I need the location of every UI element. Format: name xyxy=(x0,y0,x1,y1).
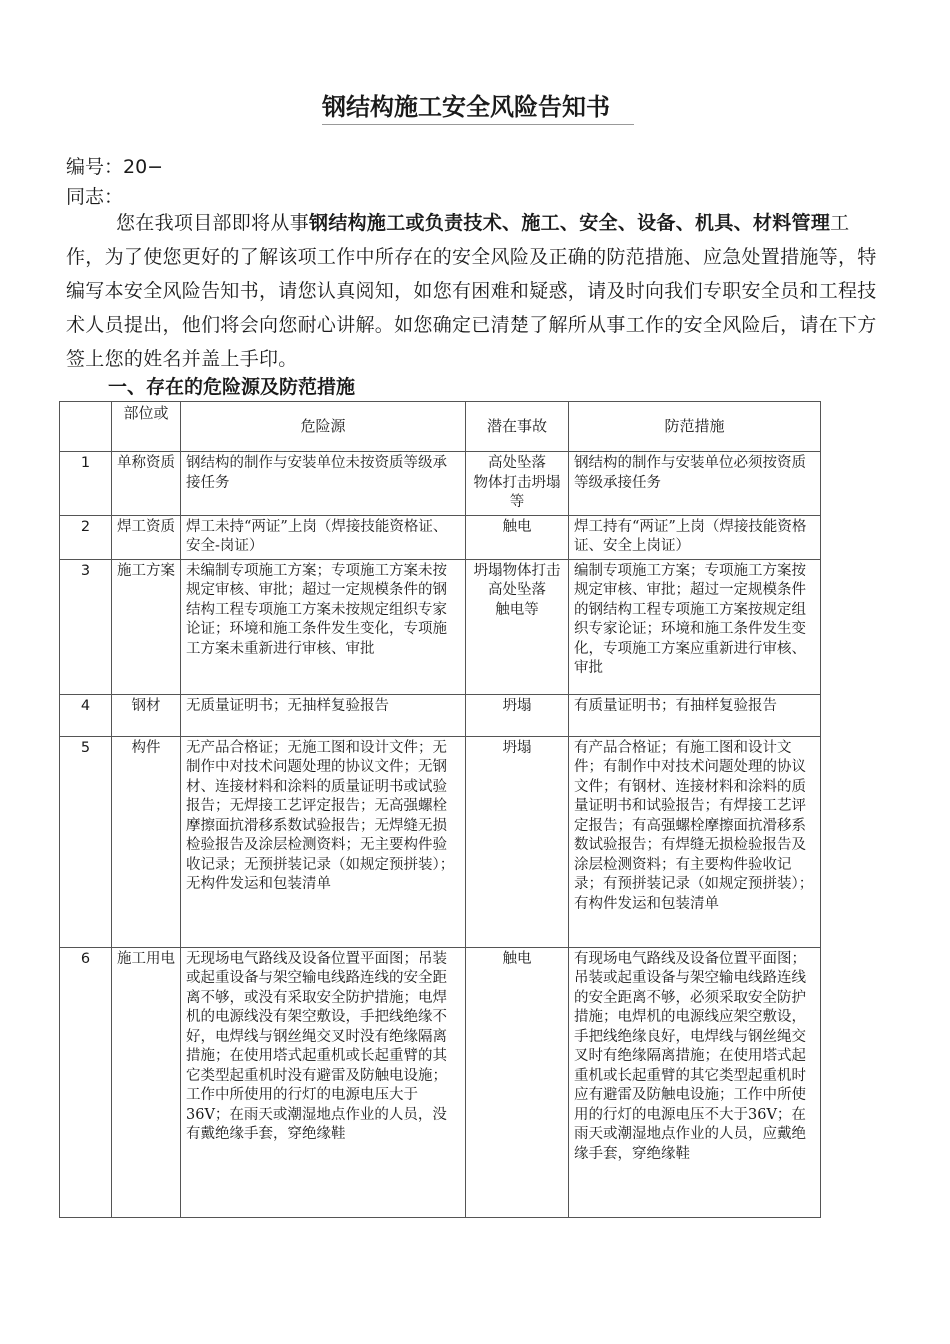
row-accident: 坍塌 xyxy=(466,736,569,947)
header-hazard: 危险源 xyxy=(181,402,466,452)
row-part: 构件 xyxy=(112,736,181,947)
header-measure: 防范措施 xyxy=(569,402,821,452)
document-title: 钢结构施工安全风险告知书 xyxy=(322,92,634,125)
row-accident: 高处坠落 物体打击坍塌等 xyxy=(466,452,569,516)
intro-paragraph xyxy=(66,206,886,376)
row-no: 1 xyxy=(60,452,112,516)
row-hazard: 无现场电气路线及设备位置平面图；吊装或起重设备与架空输电线路连线的安全距离不够，或没有采取安全防护措施；电焊机的电源线没有架空敷设，手把线绝缘不好，电焊线与钢丝绳交叉时没有绝缘隔离措施；在使用塔式起重机或长起重臂的其它类型起重机时没有避雷及防触电设施；工作中所使用的行灯的电源电压大于36V；在雨天或潮湿地点作业的人员，没有戴绝缘手套，穿绝缘鞋 xyxy=(181,947,466,1217)
table-row xyxy=(60,515,821,559)
intro-text-2: 工作，为了使您更好的了解该项工作中所存在的安全风险及正确的防范措施、应急处置措施等，特编写本安全风险告知书，请您认真阅知，如您有困难和疑惑，请及时向我们专职安全员和工程技术人员提出，他们将会向您耐心讲解。如您确定已清楚了解所从事工作的安全风险后，请在下方签上您的姓名并盖上手印。 xyxy=(66,212,877,370)
table-row xyxy=(60,452,821,516)
header-part: 部位或 xyxy=(112,402,181,452)
row-part: 焊工资质 xyxy=(112,515,181,559)
row-accident: 坍塌物体打击 高处坠落 触电等 xyxy=(466,559,569,694)
header-no xyxy=(60,402,112,452)
row-accident: 触电 xyxy=(466,947,569,1217)
table-row xyxy=(60,559,821,694)
row-hazard: 未编制专项施工方案；专项施工方案未按规定审核、审批；超过一定规模条件的钢结构工程专项施工方案未按规定组织专家论证；环境和施工条件发生变化，专项施工方案未重新进行审核、审批 xyxy=(181,559,466,694)
row-measure: 编制专项施工方案；专项施工方案按规定审核、审批；超过一定规模条件的钢结构工程专项施工方案按规定组织专家论证；环境和施工条件发生变化，专项施工方案应重新进行审核、审批 xyxy=(569,559,821,694)
table-header-row xyxy=(60,402,821,452)
row-no: 4 xyxy=(60,694,112,736)
row-measure: 焊工持有“两证”上岗（焊接技能资格证、安全上岗证） xyxy=(569,515,821,559)
row-part: 施工方案 xyxy=(112,559,181,694)
row-no: 3 xyxy=(60,559,112,694)
section-title: 一、存在的危险源及防范措施 xyxy=(108,376,356,398)
row-hazard: 无产品合格证；无施工图和设计文件；无制作中对技术问题处理的协议文件；无钢材、连接材料和涂料的质量证明书或试验报告；无焊接工艺评定报告；无高强螺栓摩擦面抗滑移系数试验报告；无焊缝无损检验报告及涂层检测资料；无主要构件验收记录；无预拼装记录（如规定预拼装）；无构件发运和包装清单 xyxy=(181,736,466,947)
row-measure: 有现场电气路线及设备位置平面图；吊装或起重设备与架空输电线路连线的安全距离不够，必须采取安全防护措施；电焊机的电源线应架空敷设，手把线绝缘良好，电焊线与钢丝绳交叉时有绝缘隔离措施；在使用塔式起重机或长起重臂的其它类型起重机时应有避雷及防触电设施；工作中所使用的行灯的电源电压不大于36V；在雨天或潮湿地点作业的人员，应戴绝缘手套，穿绝缘鞋 xyxy=(569,947,821,1217)
document-number: 编号：20− xyxy=(66,156,164,178)
intro-bold-roles: 钢结构施工或负责技术、施工、安全、设备、机具、材料管理 xyxy=(309,212,831,234)
row-part: 单称资质 xyxy=(112,452,181,516)
row-accident: 触电 xyxy=(466,515,569,559)
row-measure: 钢结构的制作与安装单位必须按资质等级承接任务 xyxy=(569,452,821,516)
table-row xyxy=(60,736,821,947)
intro-text-1: 您在我项目部即将从事 xyxy=(116,212,310,234)
row-hazard: 焊工未持“两证”上岗（焊接技能资格证、安全-岗证） xyxy=(181,515,466,559)
row-accident: 坍塌 xyxy=(466,694,569,736)
row-measure: 有质量证明书；有抽样复验报告 xyxy=(569,694,821,736)
header-accident: 潜在事故 xyxy=(466,402,569,452)
row-hazard: 无质量证明书；无抽样复验报告 xyxy=(181,694,466,736)
table-row xyxy=(60,694,821,736)
row-measure: 有产品合格证；有施工图和设计文件；有制作中对技术问题处理的协议文件；有钢材、连接材料和涂料的质量证明书和试验报告；有焊接工艺评定报告；有高强螺栓摩擦面抗滑移系数试验报告；有焊缝无损检验报告及涂层检测资料；有主要构件验收记录；有预拼装记录（如规定预拼装）；有构件发运和包装清单 xyxy=(569,736,821,947)
greeting: 同志： xyxy=(66,186,124,208)
row-no: 5 xyxy=(60,736,112,947)
row-part: 钢材 xyxy=(112,694,181,736)
row-part: 施工用电 xyxy=(112,947,181,1217)
row-no: 6 xyxy=(60,947,112,1217)
row-hazard: 钢结构的制作与安装单位未按资质等级承接任务 xyxy=(181,452,466,516)
risk-table xyxy=(59,401,821,1218)
table-row xyxy=(60,947,821,1217)
row-no: 2 xyxy=(60,515,112,559)
